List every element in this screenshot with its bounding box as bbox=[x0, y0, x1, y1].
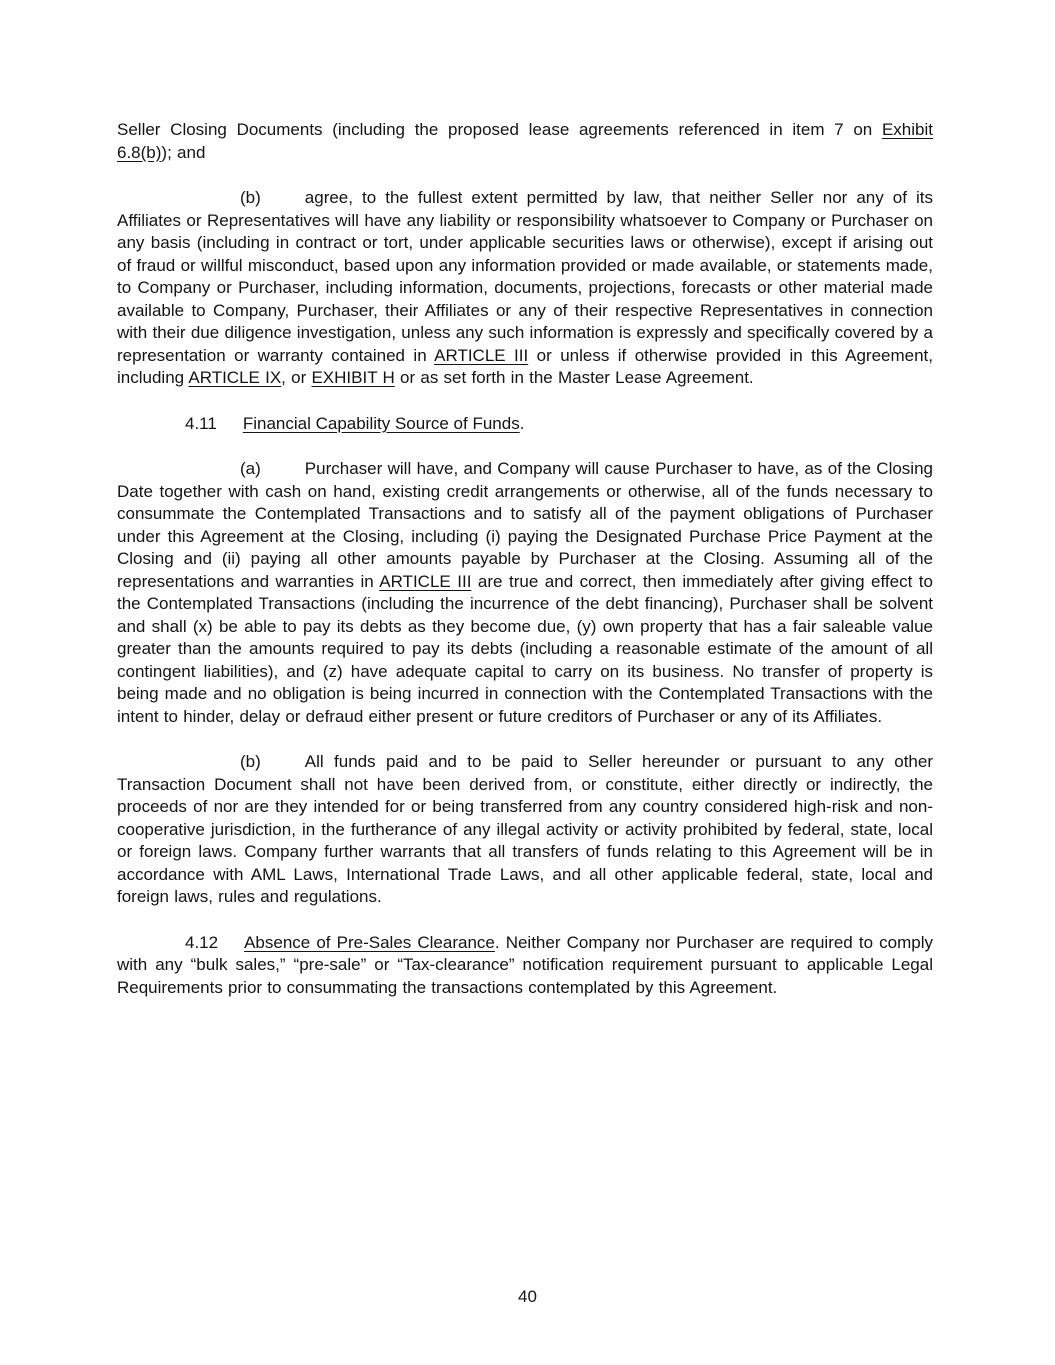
text-run: Seller Closing Documents (including the proposed lease agreements referenced in item 7 on bbox=[117, 120, 882, 139]
text-run: , or bbox=[281, 368, 312, 387]
section-heading-4-11 bbox=[117, 413, 933, 436]
text-run: agree, to the fullest extent permitted by law, that neither Seller nor any of its Affiliates or Representatives will have any liability or responsibility whatsoever to Company or Purchaser on any basis (including in contract or tort, under applicable securities laws or otherwise), except if arising out of fraud or willful misconduct, based upon any information provided or made available, or statements made, to Company or Purchaser, including information, documents, projections, forecasts or other material made available to Company, Purchaser, their Affiliates or any of their respective Representatives in connection with their due diligence investigation, unless any such information is expressly and specifically covered by a representation or warranty contained in bbox=[117, 188, 933, 365]
text-run: . bbox=[519, 413, 525, 433]
exhibit-reference: EXHIBIT H bbox=[311, 368, 395, 387]
page-number: 40 bbox=[518, 1287, 537, 1306]
text-run: or unless if otherwise provided in this Agreement, including bbox=[117, 345, 933, 387]
text-run: ); and bbox=[161, 142, 206, 162]
text-run: Purchaser will have, and Company will cause Purchaser to have, as of the Closing Date together with cash on hand, existing credit arrangements or otherwise, all of the funds necessary to consummate the Contemplated Transactions and to satisfy all of the payment obligations of Purchaser under this Agreement at the Closing, including (i) paying the Designated Purchase Price Payment at the Closing and (ii) paying all other amounts payable by Purchaser at the Closing. Assuming all of the representations and warranties in bbox=[117, 459, 933, 591]
section-number: 4.12 bbox=[185, 932, 219, 952]
page-body bbox=[117, 119, 933, 1022]
text-run: or as set forth in the Master Lease Agreement. bbox=[394, 368, 754, 387]
article-reference: ARTICLE III bbox=[434, 345, 529, 365]
exhibit-reference: Exhibit 6.8(b) bbox=[117, 120, 933, 162]
clause-label: (a) bbox=[240, 459, 261, 478]
section-4-12 bbox=[117, 932, 933, 1000]
section-number: 4.11 bbox=[185, 413, 217, 433]
text-run: All funds paid and to be paid to Seller hereunder or pursuant to any other Transaction Document shall not have been derived from, or constitute, either directly or indirectly, the proceeds of nor are they intended for or being transferred from any country considered high-risk and non-cooperative jurisdiction, in the furtherance of any illegal activity or activity prohibited by federal, state, local or foreign laws. Company further warrants that all transfers of funds relating to this Agreement will be in accordance with AML Laws, International Trade Laws, and all other applicable federal, state, local and foreign laws, rules and regulations. bbox=[117, 752, 933, 906]
text-run: are true and correct, then immediately after giving effect to the Contemplated Transactions (including the incurrence of the debt financing), Purchaser shall be solvent and shall (x) be able to pay its debts as they become due, (y) own property that has a fair saleable value greater than the amounts required to pay its debts (including a reasonable estimate of the amount of all contingent liabilities), and (z) have adequate capital to carry on its business. No transfer of property is being made and no obligation is being incurred in connection with the Contemplated Transactions with the intent to hinder, delay or defraud either present or future creditors of Purchaser or any of its Affiliates. bbox=[117, 571, 933, 726]
paragraph-a-funds bbox=[117, 458, 933, 728]
article-reference: ARTICLE IX bbox=[188, 368, 282, 387]
section-title: Financial Capability Source of Funds bbox=[242, 413, 520, 433]
paragraph-b-aml bbox=[117, 751, 933, 909]
paragraph-continuation bbox=[117, 119, 933, 164]
paragraph-b-liability bbox=[117, 187, 933, 390]
article-reference: ARTICLE III bbox=[379, 571, 472, 591]
clause-label: (b) bbox=[240, 752, 261, 771]
text-run: . Neither Company nor Purchaser are required to comply with any “bulk sales,” “pre-sale” or “Tax-clearance” notification requirement pursuant to applicable Legal Requirements prior to consummating the transactions contemplated by this Agreement. bbox=[117, 932, 933, 997]
clause-label: (b) bbox=[240, 188, 261, 207]
section-title: Absence of Pre-Sales Clearance bbox=[244, 932, 495, 952]
